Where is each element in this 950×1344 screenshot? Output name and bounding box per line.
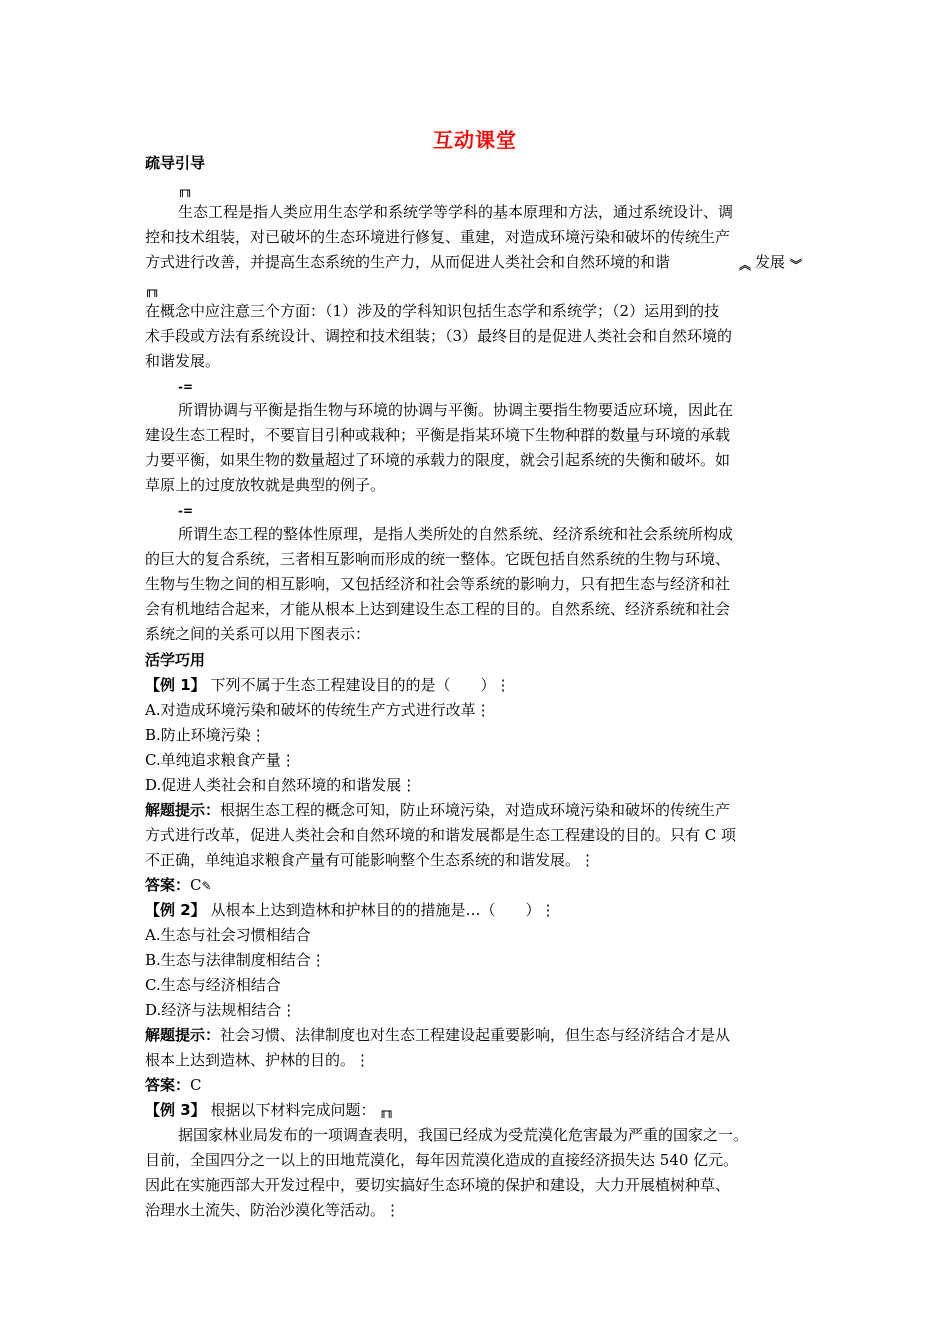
paragraph-line: 所谓生态工程的整体性原理，是指人类所处的自然系统、经济系统和社会系统所构成: [178, 525, 734, 543]
double-chevron-down-mark: ︾: [790, 258, 803, 272]
hint-line: [145, 798, 825, 822]
paragraph-line: 在概念中应注意三个方面：（1）涉及的学科知识包括生态学和系统学；（2）运用到的技: [145, 302, 720, 320]
paragraph-line: 系统之间的关系可以用下图表示：: [145, 625, 371, 643]
paragraph-line: 术手段或方法有系统设计、调控和技术组装；（3）最终目的是促进人类社会和自然环境的: [145, 327, 733, 345]
bracket-mark: ╓╖: [379, 1104, 394, 1118]
material-line: 据国家林业局发布的一项调查表明，我国已经成为受荒漠化危害最为严重的国家之一。: [178, 1126, 749, 1144]
example-label: 【例 1】: [145, 676, 206, 694]
question-text: 下列不属于生态工程建设目的的是（ ）⋮: [205, 676, 511, 694]
bracket-mark: ╓╖: [145, 283, 160, 297]
hint-line: [145, 1023, 825, 1047]
paragraph-line: 力要平衡，如果生物的数量超过了环境的承载力的限度，就会引起系统的失衡和破坏。如: [145, 451, 731, 469]
option-a: A.对造成环境污染和破坏的传统生产方式进行改革⋮: [145, 701, 491, 719]
answer-label: 答案：: [145, 1076, 191, 1094]
question-text: 从根本上达到造林和护林目的的措施是…（ ）⋮: [205, 901, 556, 919]
example-question: [145, 673, 825, 697]
paragraph-line: 发展: [755, 253, 786, 271]
material-line: 目前，全国四分之一以上的田地荒漠化，每年因荒漠化造成的直接经济损失达 540 亿元。: [145, 1151, 739, 1169]
question-text: 根据以下材料完成问题：: [205, 1101, 376, 1119]
paragraph-line: 草原上的过度放牧就是典型的例子。: [145, 476, 386, 494]
example-question: [145, 898, 825, 922]
material-line: 因此在实施西部大开发过程中，要切实搞好生态环境的保护和建设，大力开展植树种草、: [145, 1176, 731, 1194]
section-heading-guidance: 疏导引导: [145, 154, 206, 172]
answer-label: 答案：: [145, 876, 191, 894]
hint-label: 解题提示：: [145, 1026, 221, 1044]
paragraph-line: 会有机地结合起来，才能从根本上达到建设生态工程的目的。自然系统、经济系统和社会: [145, 600, 731, 618]
dash-mark: -=: [178, 380, 194, 394]
example-label: 【例 3】: [145, 1101, 206, 1119]
paragraph-line: 和谐发展。: [145, 352, 221, 370]
hint-line: 根本上达到造林、护林的目的。⋮: [145, 1051, 371, 1069]
page-title: 互动课堂: [433, 128, 517, 152]
double-chevron-up-mark: ︽: [739, 258, 752, 272]
option-d: D.促进人类社会和自然环境的和谐发展⋮: [145, 776, 417, 794]
hint-line: 不正确，单纯追求粮食产量有可能影响整个生态系统的和谐发展。⋮: [145, 851, 596, 869]
example-label: 【例 2】: [145, 901, 206, 919]
section-heading-practice: 活学巧用: [145, 651, 206, 669]
paragraph-line: 控和技术组装，对已破坏的生态环境进行修复、重建，对造成环境污染和破坏的传统生产: [145, 228, 731, 246]
paragraph-line: 方式进行改善，并提高生态系统的生产力，从而促进人类社会和自然环境的和谐: [145, 253, 671, 271]
hint-text: 社会习惯、法律制度也对生态工程建设起重要影响，但生态与经济结合才是从: [220, 1026, 731, 1044]
option-c: C.单纯追求粮食产量⋮: [145, 751, 296, 769]
hint-label: 解题提示：: [145, 801, 221, 819]
hint-line: 方式进行改革，促进人类社会和自然环境的和谐发展都是生态工程建设的目的。只有 C 项: [145, 826, 737, 844]
hint-text: 根据生态工程的概念可知，防止环境污染，对造成环境污染和破坏的传统生产: [220, 801, 731, 819]
paragraph-line: 生态工程是指人类应用生态学和系统学等学科的基本原理和方法，通过系统设计、调: [178, 203, 734, 221]
option-c: C.生态与经济相结合: [145, 976, 281, 994]
option-a: A.生态与社会习惯相结合: [145, 926, 311, 944]
answer-line: [145, 1073, 825, 1097]
answer-value: C: [190, 876, 202, 894]
paragraph-line: 所谓协调与平衡是指生物与环境的协调与平衡。协调主要指生物要适应环境，因此在: [178, 401, 734, 419]
bracket-mark: ╓╖: [178, 183, 193, 197]
paragraph-line: 的巨大的复合系统，三者相互影响而形成的统一整体。它既包括自然系统的生物与环境、: [145, 550, 731, 568]
answer-line: [145, 873, 825, 898]
pen-mark: ✎: [201, 879, 212, 893]
paragraph-line: 生物与生物之间的相互影响，又包括经济和社会等系统的影响力，只有把生态与经济和社: [145, 575, 731, 593]
option-b: B.防止环境污染⋮: [145, 726, 266, 744]
dash-mark: -=: [178, 504, 194, 518]
paragraph-line: 建设生态工程时，不要盲目引种或栽种；平衡是指某环境下生物种群的数量与环境的承载: [145, 426, 731, 444]
option-d: D.经济与法规相结合⋮: [145, 1001, 297, 1019]
example-question: [145, 1098, 825, 1122]
answer-value: C: [190, 1076, 202, 1094]
option-b: B.生态与法律制度相结合⋮: [145, 951, 326, 969]
material-line: 治理水土流失、防治沙漠化等活动。⋮: [145, 1201, 401, 1219]
